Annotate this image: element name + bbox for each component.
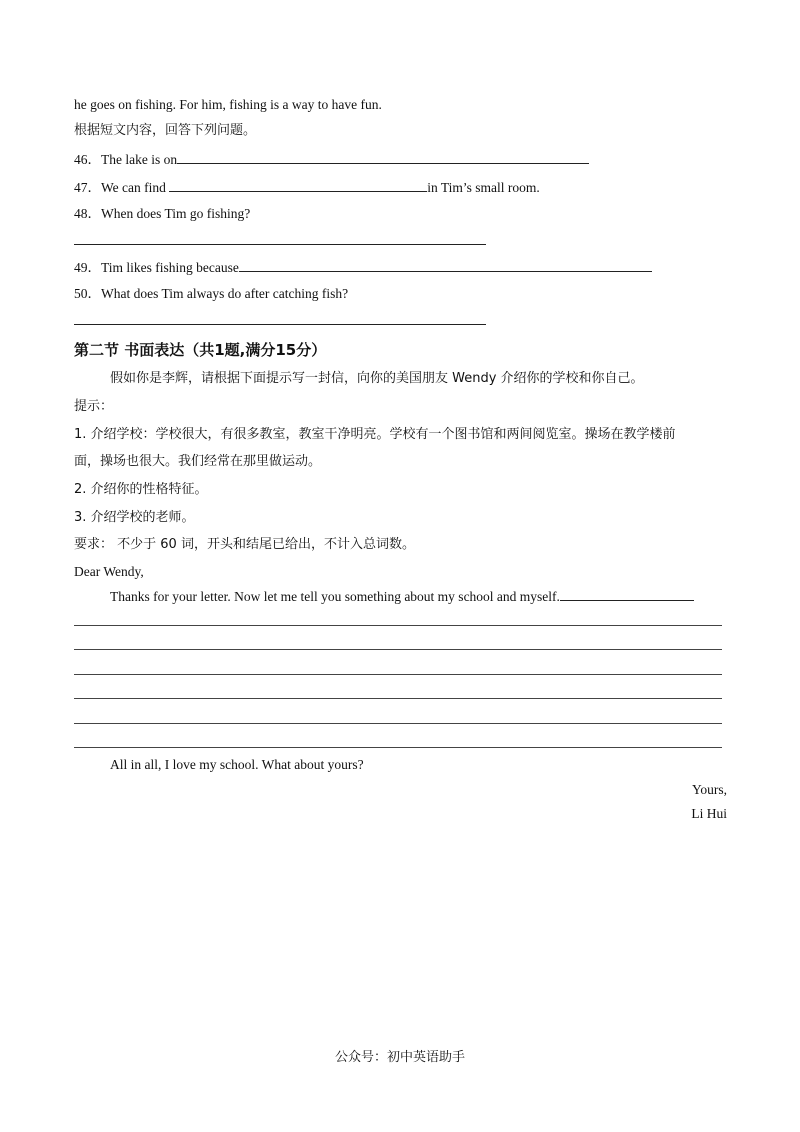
writing-blank-start[interactable]	[560, 586, 694, 601]
question-49	[74, 257, 652, 277]
letter-opening	[110, 586, 694, 606]
question-number: 50．	[74, 286, 101, 301]
writing-line[interactable]	[74, 649, 722, 650]
writing-line[interactable]	[74, 674, 722, 675]
letter-greeting: Dear Wendy,	[74, 564, 144, 579]
answer-blank-47[interactable]	[169, 177, 427, 192]
answer-blank-46[interactable]	[177, 149, 589, 164]
answer-line-48[interactable]	[74, 244, 486, 245]
writing-prompt: 假如你是李辉，请根据下面提示写一封信，向你的美国朋友 Wendy 介绍你的学校和你自己。	[110, 371, 644, 386]
question-suffix: in Tim’s small room.	[427, 180, 540, 195]
hints-label: 提示：	[74, 399, 114, 414]
letter-signoff: Yours,	[691, 782, 727, 797]
hint-1-line-2: 面，操场也很大。我们经常在那里做运动。	[74, 454, 322, 469]
letter-signature: Li Hui	[691, 806, 727, 821]
instruction: 根据短文内容，回答下列问题。	[74, 123, 257, 138]
question-number: 47．	[74, 180, 101, 195]
question-number: 49．	[74, 260, 101, 275]
writing-line[interactable]	[74, 723, 722, 724]
section-heading: 第二节 书面表达（共1题,满分15分）	[74, 341, 327, 359]
question-number: 48．	[74, 206, 101, 221]
answer-blank-49[interactable]	[239, 257, 652, 272]
answer-line-50[interactable]	[74, 324, 486, 325]
passage-tail: he goes on fishing. For him, fishing is a way to have fun.	[74, 97, 382, 112]
question-text: Tim likes fishing because	[101, 260, 239, 275]
footer: 公众号：初中英语助手	[334, 1050, 465, 1065]
requirement: 要求： 不少于 60 词，开头和结尾已给出，不计入总词数。	[74, 537, 415, 552]
writing-line[interactable]	[74, 698, 722, 699]
question-50	[74, 285, 348, 303]
question-text: We can find	[101, 180, 166, 195]
question-47	[74, 177, 540, 197]
question-46	[74, 149, 589, 169]
letter-closing: All in all, I love my school. What about yours?	[110, 757, 364, 772]
hint-2: 2. 介绍你的性格特征。	[74, 482, 208, 497]
question-48	[74, 205, 250, 223]
question-text: The lake is on	[101, 152, 178, 167]
opening-text: Thanks for your letter. Now let me tell you something about my school and myself.	[110, 589, 560, 604]
question-number: 46．	[74, 152, 101, 167]
question-text: When does Tim go fishing?	[101, 206, 251, 221]
question-text: What does Tim always do after catching fish?	[101, 286, 349, 301]
hint-1-line-1: 1. 介绍学校：学校很大，有很多教室，教室干净明亮。学校有一个图书馆和两间阅览室。操场在教学楼前	[74, 427, 676, 442]
hint-3: 3. 介绍学校的老师。	[74, 510, 195, 525]
writing-line[interactable]	[74, 625, 722, 626]
writing-line[interactable]	[74, 747, 722, 748]
